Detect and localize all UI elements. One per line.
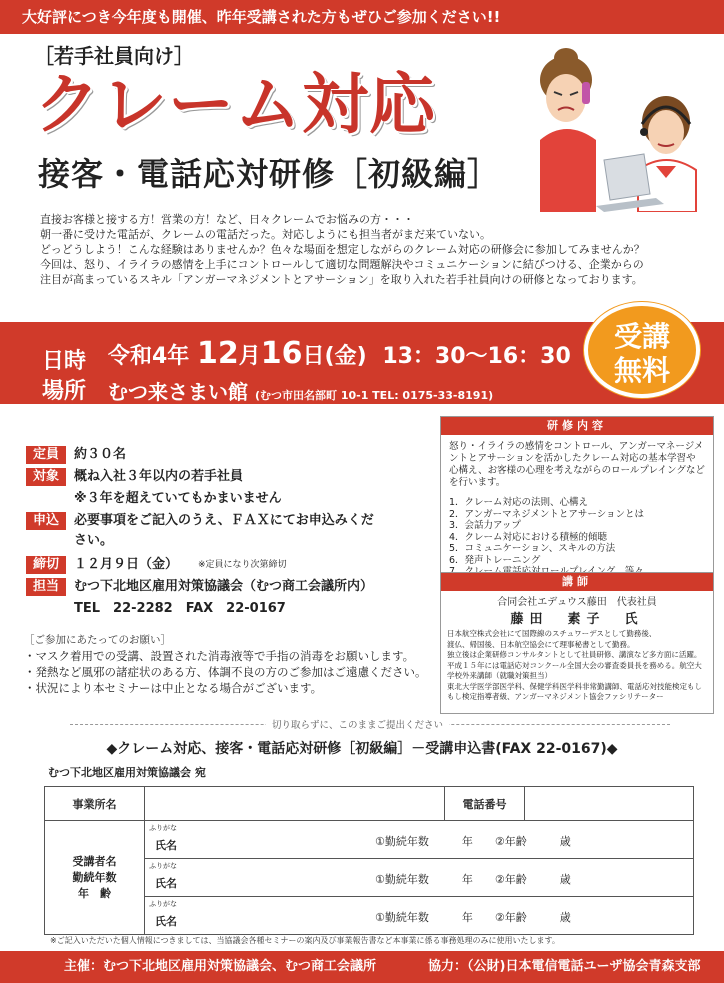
attendee-field[interactable]: ふりがな 氏名 ①勤続年数 年 ②年齢 歳 xyxy=(145,897,694,935)
lecturer-heading: 講師 xyxy=(441,573,713,591)
target-note-row: ※３年を超えていてもかまいません xyxy=(74,491,282,506)
list-item: 3．会話力アップ xyxy=(449,520,521,531)
notice-heading: ［ご参加にあたってのお願い］ xyxy=(24,634,171,646)
curriculum-heading: 研修内容 xyxy=(441,417,713,435)
free-admission-badge: 受講 無料 xyxy=(584,302,700,398)
lecturer-company: 合同会社エデュウス藤田 代表社員 xyxy=(497,597,657,608)
top-banner: 大好評につき今年度も開催、昨年受講された方もぜひご参加ください!! xyxy=(0,0,724,34)
cut-instruction: 切り取らずに、このままご提出ください xyxy=(266,717,449,731)
date-label: 日時 xyxy=(42,349,87,374)
application-row-cont: さい。 xyxy=(74,533,114,548)
contact-phone-row: TEL 22-2282 FAX 22-0167 xyxy=(74,601,286,616)
cooperation-text: 協力：（公財)日本電信電話ユーザ協会青森支部 xyxy=(428,959,701,974)
list-item: 6．発声トレーニング xyxy=(449,554,541,566)
curriculum-description: 怒り・イライラの感情をコントロール、アンガーマネージメントとアサーションを活かしたクレーム対応の基本学習や心構え、お客様の心理を考えながらのロールプレイングなどを行います。 xyxy=(449,441,705,488)
audience-label: ［若手社員向け］ xyxy=(34,44,194,68)
place-label: 場所 xyxy=(42,379,87,404)
participation-notice xyxy=(24,632,434,696)
list-item: ・マスク着用での受講、設置された消毒液等で手指の消毒をお願いします。 xyxy=(24,649,415,663)
attendee-field[interactable]: ふりがな 氏名 ①勤続年数 年 ②年齢 歳 xyxy=(145,859,694,897)
footer-band xyxy=(0,951,724,983)
lecturer-box xyxy=(440,572,714,714)
list-item: 5．コミュニケーション、スキルの方法 xyxy=(449,543,616,554)
list-item: ・状況により本セミナーは中止となる場合がございます。 xyxy=(24,681,323,695)
attendee-field[interactable]: ふりがな 氏名 ①勤続年数 年 ②年齢 歳 xyxy=(145,821,694,859)
event-date: 令和4年 12月16日(金) 13：30〜16：30 xyxy=(108,336,571,371)
target-row: 対象 概ね入社３年以内の若手社員 xyxy=(26,468,243,486)
sub-title: 接客・電話応対研修［初級編］ xyxy=(38,155,501,193)
application-form xyxy=(44,786,694,935)
form-title: ◆クレーム対応、接客・電話応対研修［初級編］－受講申込書(FAX 22-0167)◆ xyxy=(106,741,618,757)
list-item: 1．クレーム対応の法則、心構え xyxy=(449,497,589,508)
event-venue: むつ来さまい館 (むつ市田名部町 10-1 TEL: 0175-33-8191) xyxy=(108,380,494,404)
call-center-illustration xyxy=(520,40,716,212)
curriculum-list xyxy=(449,497,705,578)
contact-row: 担当 むつ下北地区雇用対策協議会（むつ商工会議所内） xyxy=(26,578,373,596)
capacity-row: 定員 約３０名 xyxy=(26,446,126,464)
persons-label: 受講者名 勤続年数 年 齢 xyxy=(45,821,145,935)
list-item: 2．アンガーマネジメントとアサーションとは xyxy=(449,508,644,520)
phone-label: 電話番号 xyxy=(445,787,525,821)
list-item: ・発熱など風邪の諸症状のある方、体調不良の方のご参加はご遠慮ください。 xyxy=(24,665,427,679)
lecturer-name: 藤田 素子 氏 xyxy=(510,612,644,627)
company-label: 事業所名 xyxy=(45,787,145,821)
application-row: 申込 必要事項をご記入のうえ、ＦＡＸにてお申込みくだ xyxy=(26,512,374,530)
phone-field[interactable] xyxy=(525,787,694,821)
form-addressee: むつ下北地区雇用対策協議会 宛 xyxy=(48,766,206,779)
main-title: クレーム対応 xyxy=(34,66,436,143)
company-field[interactable] xyxy=(145,787,445,821)
deadline-row: 締切 １２月９日（金） ※定員になり次第締切 xyxy=(26,556,287,574)
angry-customer-figure xyxy=(540,48,596,212)
lecturer-bio: 日本航空株式会社にて国際線のスチュワーデスとして勤務後、 渡仏、帰国後、日本航空協会にて理事秘書として勤務。 独立後は企業研修コンサルタントとして社員研修、講演など多方面に活躍。 平成１５年には電話応対コンクール全国大会の審査委員長を務める。航空大学校外来講師（就職対策担当） 東北大学医学部医学科、保健学科医学科非常勤講師、電話応対技能検定もしもし検定指導者級、アンガーマネジメント協会ファシリテーター xyxy=(447,629,702,701)
privacy-note: ※ご記入いただいた個人情報につきましては、当協議会各種セミナーの案内及び事業報告書など本事業に係る事務処理のみに使用いたします。 xyxy=(50,936,560,945)
organizer-text: 主催：むつ下北地区雇用対策協議会、むつ商工会議所 xyxy=(64,959,377,974)
list-item: 4．クレーム対応における積極的傾聴 xyxy=(449,531,608,543)
intro-text: 直接お客様と接する方！営業の方！など、日々クレームでお悩みの方・・・ 朝一番に受けた電話が、クレームの電話だった。対応しようにも担当者がまだ来ていない。 どっどうしよう！こんな経験はありませんか？色々な場面を想定しながらのクレーム対応の研修会に参加してみませんか？ 今回は、怒り、イライラの感情を上手にコントロールして適切な問題解決やコミュニケーションに結びつける、企業からの 注目が高まっているスキル「アンガーマネジメントとアサーション」を取り入れた若手社員向けの研修となっております。 xyxy=(40,213,645,286)
